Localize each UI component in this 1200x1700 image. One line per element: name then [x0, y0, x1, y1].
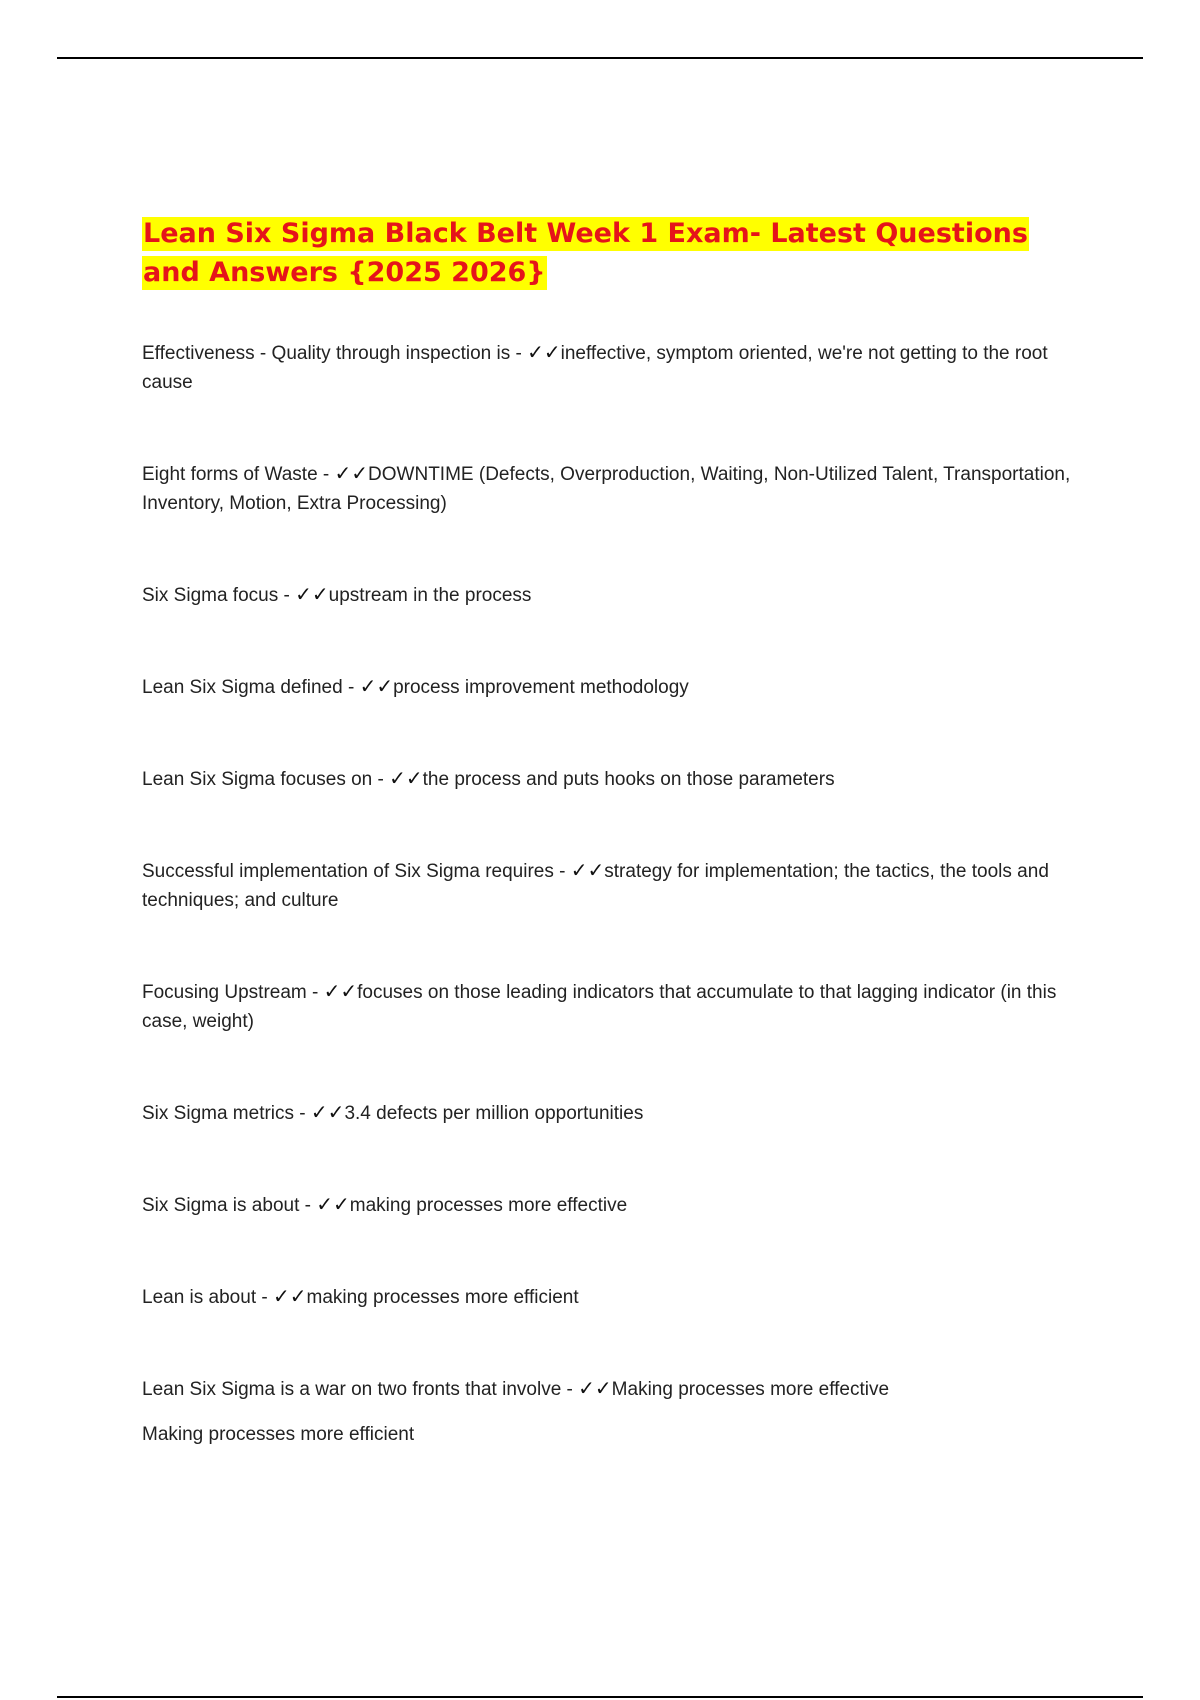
qa-separator: - — [278, 585, 296, 606]
qa-separator: - — [299, 1195, 317, 1216]
qa-separator: - — [372, 769, 390, 790]
qa-term: Lean is about — [142, 1287, 257, 1308]
qa-separator: - — [510, 343, 528, 364]
qa-item — [142, 1374, 1072, 1449]
qa-separator: - — [294, 1103, 311, 1124]
qa-answer: process improvement methodology — [393, 677, 689, 698]
qa-separator: - — [561, 1379, 579, 1400]
qa-term: Focusing Upstream — [142, 982, 307, 1003]
qa-answer: the process and puts hooks on those parameters — [422, 769, 835, 790]
document-body — [142, 214, 1072, 1511]
double-check-icon: ✓✓ — [570, 858, 605, 882]
qa-item — [142, 977, 1072, 1036]
document-title-text: Lean Six Sigma Black Belt Week 1 Exam- Latest Questions and Answers {2025 2026} — [143, 218, 1028, 288]
bottom-page-rule — [57, 1696, 1143, 1698]
double-check-icon: ✓✓ — [527, 340, 561, 364]
qa-item — [142, 459, 1072, 518]
qa-item — [142, 856, 1072, 915]
qa-term: Lean Six Sigma is a war on two fronts that involve — [142, 1379, 562, 1400]
top-page-rule — [57, 57, 1143, 59]
double-check-icon: ✓✓ — [316, 1192, 350, 1216]
qa-answer: making processes more effective — [349, 1195, 628, 1216]
qa-term: Successful implementation of Six Sigma requires — [142, 861, 554, 882]
qa-item — [142, 1190, 1072, 1220]
qa-answer: ineffective, symptom oriented, we're not getting to the root cause — [142, 343, 1048, 393]
qa-answer: 3.4 defects per million opportunities — [344, 1103, 644, 1124]
qa-separator: - — [553, 861, 571, 882]
qa-item — [142, 1282, 1072, 1312]
qa-answer: Making processes more effective — [611, 1379, 890, 1400]
qa-item — [142, 338, 1072, 397]
qa-item — [142, 672, 1072, 702]
qa-item — [142, 764, 1072, 794]
qa-term: Effectiveness - Quality through inspection is — [142, 343, 511, 364]
qa-term: Eight forms of Waste — [142, 464, 318, 485]
double-check-icon: ✓✓ — [359, 674, 394, 698]
qa-answer-continuation: Making processes more efficient — [142, 1424, 415, 1445]
double-check-icon: ✓✓ — [334, 461, 369, 485]
qa-answer: focuses on those leading indicators that accumulate to that lagging indicator (in this case, weight) — [142, 982, 1057, 1032]
qa-item — [142, 1098, 1072, 1128]
double-check-icon: ✓✓ — [295, 582, 329, 606]
double-check-icon: ✓✓ — [272, 1284, 307, 1308]
qa-term: Lean Six Sigma focuses on — [142, 769, 373, 790]
qa-term: Six Sigma focus — [142, 585, 279, 606]
qa-answer: making processes more efficient — [306, 1287, 579, 1308]
qa-item — [142, 580, 1072, 610]
double-check-icon: ✓✓ — [323, 979, 358, 1003]
qa-separator: - — [317, 464, 335, 485]
document-title — [142, 214, 1072, 292]
qa-term: Lean Six Sigma defined — [142, 677, 343, 698]
qa-answer: upstream in the process — [328, 585, 532, 606]
qa-list — [142, 338, 1072, 1449]
qa-term: Six Sigma is about — [142, 1195, 300, 1216]
qa-separator: - — [306, 982, 324, 1003]
qa-separator: - — [256, 1287, 273, 1308]
qa-answer: DOWNTIME (Defects, Overproduction, Waiting, Non-Utilized Talent, Transportation, Inventory, Motion, Extra Processing) — [142, 464, 1071, 514]
qa-separator: - — [342, 677, 360, 698]
double-check-icon: ✓✓ — [310, 1100, 345, 1124]
qa-answer: strategy for implementation; the tactics, the tools and techniques; and culture — [142, 861, 1049, 911]
double-check-icon: ✓✓ — [389, 766, 423, 790]
qa-term: Six Sigma metrics — [142, 1103, 295, 1124]
double-check-icon: ✓✓ — [578, 1376, 612, 1400]
